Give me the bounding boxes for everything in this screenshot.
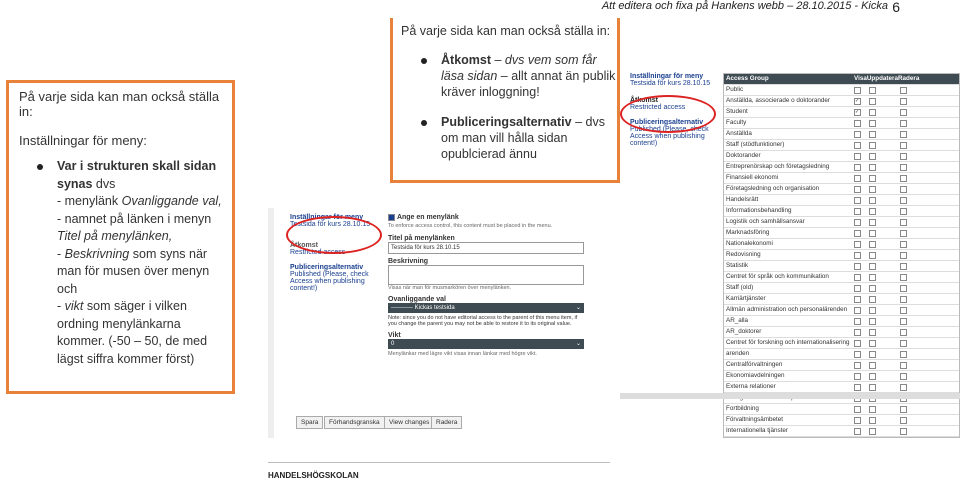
- view-checkbox[interactable]: [854, 428, 861, 435]
- view-checkbox[interactable]: [854, 406, 861, 413]
- text: Titel på menylänken,: [57, 229, 173, 243]
- group-name: Företagsledning och organisation: [726, 185, 820, 192]
- parent-label: Ovanliggande val: [388, 296, 446, 303]
- update-checkbox[interactable]: [869, 186, 876, 193]
- view-checkbox[interactable]: ✓: [855, 109, 860, 115]
- table-row: [724, 360, 959, 371]
- group-name: Karriärtjänster: [726, 295, 766, 302]
- group-name: Allmän administration och personalärenden: [726, 306, 848, 313]
- table-row: [724, 96, 959, 107]
- group-name: Logistik och samhällsansvar: [726, 218, 805, 225]
- chevron-down-icon: ⌄: [575, 305, 581, 311]
- top-list: [393, 52, 617, 162]
- view-checkbox[interactable]: [854, 362, 861, 369]
- delete-checkbox[interactable]: [900, 307, 907, 314]
- update-checkbox[interactable]: [869, 164, 876, 171]
- update-checkbox[interactable]: [869, 318, 876, 325]
- delete-checkbox[interactable]: [900, 384, 907, 391]
- description-hint: Visas när man för musmarkören över menylänken.: [388, 285, 512, 291]
- table-row: [724, 272, 959, 283]
- delete-checkbox[interactable]: [900, 175, 907, 182]
- group-name: Förvaltningsämbetet: [726, 416, 784, 423]
- update-checkbox[interactable]: [869, 274, 876, 281]
- table-row: [724, 371, 959, 382]
- view-checkbox[interactable]: [854, 208, 861, 215]
- view-checkbox[interactable]: [854, 329, 861, 336]
- update-checkbox[interactable]: [869, 175, 876, 182]
- update-checkbox[interactable]: [869, 120, 876, 127]
- left-list-item: [57, 158, 232, 368]
- view-checkbox[interactable]: [854, 417, 861, 424]
- update-checkbox[interactable]: [869, 252, 876, 259]
- table-row: [724, 195, 959, 206]
- delete-checkbox[interactable]: [900, 417, 907, 424]
- top-list-item: [441, 114, 617, 162]
- left-list: [9, 158, 232, 368]
- update-checkbox[interactable]: [869, 153, 876, 160]
- table-row: [724, 173, 959, 184]
- sidebar-pub-title[interactable]: Publiceringsalternativ: [630, 119, 704, 126]
- group-name: Marknadsföring: [726, 229, 770, 236]
- table-row: [724, 217, 959, 228]
- text: - menylänk: [57, 194, 122, 208]
- table-row: [724, 283, 959, 294]
- group-name: Anställda, associerade o doktorander: [726, 97, 830, 104]
- delete-checkbox[interactable]: [900, 329, 907, 336]
- table-header: [724, 74, 959, 85]
- delete-checkbox[interactable]: [900, 241, 907, 248]
- table-row: [724, 129, 959, 140]
- update-checkbox[interactable]: [869, 98, 876, 105]
- view-checkbox[interactable]: [854, 197, 861, 204]
- access-note: To enforce access control, this content must be placed in the menu.: [388, 223, 553, 229]
- title-label: Titel på menylänken: [388, 235, 455, 242]
- table-row: [724, 151, 959, 162]
- top-list-item: [441, 52, 617, 100]
- delete-checkbox[interactable]: [900, 120, 907, 127]
- bullet-icon: [421, 58, 427, 64]
- delete-checkbox[interactable]: [900, 274, 907, 281]
- table-row: [724, 294, 959, 305]
- view-checkbox[interactable]: [854, 307, 861, 314]
- view-checkbox[interactable]: [854, 384, 861, 391]
- parent-note: Note: since you do not have editorial access to the parent of this menu item, if you change the parent you may not be able to restore it to its original value.: [388, 315, 578, 327]
- view-changes-button[interactable]: View changes: [384, 416, 434, 429]
- sidebar-access-title[interactable]: Åtkomst: [630, 97, 659, 104]
- col-group-header: Access Group: [726, 75, 769, 82]
- view-checkbox[interactable]: [854, 153, 861, 160]
- update-checkbox[interactable]: [869, 197, 876, 204]
- update-checkbox[interactable]: [869, 285, 876, 292]
- delete-checkbox[interactable]: [900, 318, 907, 325]
- sidebar-pub-sub: Published (Please, check Access when publishing content!): [630, 126, 709, 147]
- col-perm-header: VisaUppdateraRadera: [854, 75, 920, 82]
- text: – allt annat än publik kräver inloggning!: [441, 69, 616, 99]
- sidebar-menu-sub: Testsida för kurs 28.10.15: [290, 221, 371, 228]
- view-checkbox[interactable]: [854, 252, 861, 259]
- weight-select[interactable]: [388, 339, 584, 349]
- table-row: [724, 239, 959, 250]
- delete-checkbox[interactable]: [900, 219, 907, 226]
- table-row: [724, 85, 959, 96]
- weight-label: Vikt: [388, 332, 401, 339]
- sidebar-menu-sub: Testsida för kurs 28.10.15: [630, 80, 711, 87]
- group-name: Staff (old): [726, 284, 754, 291]
- table-row: [724, 305, 959, 316]
- group-name: Centret för språk och kommunikation: [726, 273, 829, 280]
- delete-checkbox[interactable]: [900, 142, 907, 149]
- delete-checkbox[interactable]: [900, 252, 907, 259]
- save-button[interactable]: Spara: [296, 416, 323, 429]
- page-number: 6: [892, 0, 900, 15]
- description-label: Beskrivning: [388, 258, 429, 265]
- update-checkbox[interactable]: [869, 230, 876, 237]
- group-name: AR_doktorer: [726, 328, 762, 335]
- group-name: Faculty: [726, 119, 747, 126]
- view-checkbox[interactable]: [854, 373, 861, 380]
- update-checkbox[interactable]: [869, 351, 876, 358]
- table-row: [724, 349, 959, 360]
- left-subheading: Inställningar för meny:: [19, 133, 147, 148]
- update-checkbox[interactable]: [869, 208, 876, 215]
- update-checkbox[interactable]: [869, 241, 876, 248]
- view-checkbox[interactable]: [854, 285, 861, 292]
- sidebar-menu-title[interactable]: Inställningar för meny: [290, 214, 364, 221]
- group-name: Statistik: [726, 262, 749, 269]
- table-row: [724, 261, 959, 272]
- view-checkbox[interactable]: [854, 142, 861, 149]
- update-checkbox[interactable]: [869, 87, 876, 94]
- delete-checkbox[interactable]: [900, 87, 907, 94]
- update-checkbox[interactable]: [869, 362, 876, 369]
- preview-button[interactable]: Förhandsgranska: [324, 416, 385, 429]
- delete-checkbox[interactable]: [900, 98, 907, 105]
- table-row: [724, 426, 959, 437]
- parent-select[interactable]: [388, 303, 584, 313]
- sidebar-menu-title[interactable]: Inställningar för meny: [630, 73, 704, 80]
- footer-brand: HANDELSHÖGSKOLAN: [268, 471, 359, 480]
- text: dvs: [92, 176, 116, 191]
- sidebar-pub-sub: Published (Please, check Access when publishing content!): [290, 271, 369, 292]
- view-checkbox[interactable]: [854, 131, 861, 138]
- group-name: Externa relationer: [726, 383, 776, 390]
- view-checkbox[interactable]: [854, 296, 861, 303]
- group-name: Entreprenörskap och företagsledning: [726, 163, 830, 170]
- weight-hint: Menylänkar med lägre vikt visas innan länkar med högre vikt.: [388, 351, 537, 357]
- table-row: [724, 184, 959, 195]
- delete-checkbox[interactable]: [900, 285, 907, 292]
- sidebar-access-sub: Restricted access: [290, 249, 346, 256]
- delete-checkbox[interactable]: [900, 186, 907, 193]
- table-row: [724, 206, 959, 217]
- table-row: [724, 107, 959, 118]
- text: Publiceringsalternativ: [441, 115, 572, 129]
- sidebar-pub-title[interactable]: Publiceringsalternativ: [290, 264, 364, 271]
- table-row: [724, 382, 959, 393]
- group-name: AR_alla: [726, 317, 749, 324]
- group-name: Internationella tjänster: [726, 427, 788, 434]
- delete-checkbox[interactable]: [900, 296, 907, 303]
- delete-checkbox[interactable]: [900, 109, 907, 116]
- group-name: Centret för forskning och internationalisering: [726, 339, 850, 346]
- bullet-icon: [37, 164, 43, 170]
- delete-checkbox[interactable]: [900, 131, 907, 138]
- structure-label: Var i strukturen skall sidan synas: [57, 159, 217, 191]
- delete-checkbox[interactable]: [900, 164, 907, 171]
- view-checkbox[interactable]: [854, 340, 861, 347]
- table-row: [724, 316, 959, 327]
- view-checkbox[interactable]: [854, 263, 861, 270]
- access-table: [723, 73, 960, 438]
- delete-checkbox[interactable]: [900, 406, 907, 413]
- view-checkbox[interactable]: [854, 274, 861, 281]
- delete-checkbox[interactable]: [900, 351, 907, 358]
- text: -: [57, 246, 65, 261]
- top-heading: På varje sida kan man också ställa in:: [401, 24, 611, 38]
- menu-title-input[interactable]: Testsida för kurs 28.10.15: [388, 242, 584, 254]
- view-checkbox[interactable]: [854, 186, 861, 193]
- sidebar-access-sub: Restricted access: [630, 104, 686, 111]
- update-checkbox[interactable]: [869, 142, 876, 149]
- horizontal-scrollbar[interactable]: [620, 393, 960, 399]
- table-row: [724, 162, 959, 173]
- weight-select-value: 0: [391, 341, 395, 347]
- group-name: Redovisning: [726, 251, 761, 258]
- left-heading: På varje sida kan man också ställa in:: [19, 89, 220, 119]
- text: vikt: [64, 299, 84, 313]
- view-checkbox[interactable]: [854, 318, 861, 325]
- update-checkbox[interactable]: [869, 329, 876, 336]
- text: – dvs vem som får läsa sidan: [441, 53, 597, 83]
- table-row: [724, 404, 959, 415]
- description-textarea[interactable]: [388, 265, 584, 285]
- view-checkbox[interactable]: [854, 120, 861, 127]
- group-name: Student: [726, 108, 748, 115]
- bullet-icon: [421, 120, 427, 126]
- text: - namnet på länken i menyn: [57, 211, 212, 226]
- update-checkbox[interactable]: [869, 406, 876, 413]
- left-callout-box: [6, 80, 235, 394]
- text: som syns när man för musen över menyn och: [57, 246, 210, 296]
- delete-checkbox[interactable]: [900, 340, 907, 347]
- delete-checkbox[interactable]: [900, 362, 907, 369]
- update-checkbox[interactable]: [869, 263, 876, 270]
- view-checkbox[interactable]: [854, 164, 861, 171]
- menu-link-checkbox[interactable]: [388, 214, 395, 221]
- highlight-circle: [620, 95, 716, 133]
- table-row: [724, 338, 959, 349]
- group-name: Ekonomiavdelningen: [726, 372, 785, 379]
- footer: [268, 462, 610, 493]
- table-row: [724, 118, 959, 129]
- text: – dvs om man vill hålla sidan opublcierad ännu: [441, 115, 605, 161]
- text: Åtkomst: [441, 53, 492, 67]
- group-name: Finansiell ekonomi: [726, 174, 779, 181]
- group-name: arenden: [726, 350, 750, 357]
- menu-settings-screenshot: [268, 208, 610, 438]
- delete-checkbox[interactable]: [900, 230, 907, 237]
- view-checkbox[interactable]: [854, 230, 861, 237]
- group-name: Staff (stödfunktioner): [726, 141, 785, 148]
- update-checkbox[interactable]: [869, 219, 876, 226]
- group-name: Anställda: [726, 130, 752, 137]
- top-callout-box: [390, 18, 620, 183]
- table-row: [724, 228, 959, 239]
- delete-checkbox[interactable]: [900, 153, 907, 160]
- delete-checkbox[interactable]: [900, 428, 907, 435]
- table-row: [724, 415, 959, 426]
- text: Ovanliggande val,: [121, 194, 222, 208]
- update-checkbox[interactable]: [869, 340, 876, 347]
- update-checkbox[interactable]: [869, 373, 876, 380]
- checkbox-label: Ange en menylänk: [396, 214, 459, 221]
- group-name: Public: [726, 86, 744, 93]
- delete-button[interactable]: Radera: [431, 416, 462, 429]
- delete-checkbox[interactable]: [900, 197, 907, 204]
- text: -: [57, 299, 65, 313]
- delete-checkbox[interactable]: [900, 373, 907, 380]
- group-name: Nationalekonomi: [726, 240, 773, 247]
- update-checkbox[interactable]: [869, 384, 876, 391]
- view-checkbox[interactable]: ✓: [855, 98, 860, 104]
- update-checkbox[interactable]: [869, 109, 876, 116]
- page-header: Att editera och fixa på Hankens webb – 28.10.2015 - Kicka: [601, 0, 888, 12]
- text: Beskrivning: [64, 246, 130, 261]
- text: som säger i vilken ordning menylänkarna kommer. (-50 – 50, de med lägst siffra kommer först): [57, 299, 208, 366]
- group-name: Fortbildning: [726, 405, 759, 412]
- update-checkbox[interactable]: [869, 296, 876, 303]
- view-checkbox[interactable]: [854, 241, 861, 248]
- delete-checkbox[interactable]: [900, 263, 907, 270]
- sidebar-access-title[interactable]: Åtkomst: [290, 242, 319, 249]
- table-row: [724, 250, 959, 261]
- highlight-circle: [286, 216, 382, 254]
- group-name: Centralförvaltningen: [726, 361, 783, 368]
- view-checkbox[interactable]: [854, 87, 861, 94]
- table-row: [724, 140, 959, 151]
- group-name: Handelsrätt: [726, 196, 759, 203]
- update-checkbox[interactable]: [869, 417, 876, 424]
- menu-form: [388, 212, 584, 357]
- view-checkbox[interactable]: [854, 351, 861, 358]
- chevron-down-icon: ⌄: [575, 341, 581, 347]
- update-checkbox[interactable]: [869, 428, 876, 435]
- delete-checkbox[interactable]: [900, 208, 907, 215]
- group-name: Doktorander: [726, 152, 761, 159]
- table-row: [724, 327, 959, 338]
- view-checkbox[interactable]: [854, 175, 861, 182]
- access-screenshot: [620, 55, 960, 434]
- update-checkbox[interactable]: [869, 307, 876, 314]
- group-name: Informationsbehandling: [726, 207, 792, 214]
- parent-select-value: ----------- Kickas testsida: [391, 305, 455, 311]
- update-checkbox[interactable]: [869, 131, 876, 138]
- view-checkbox[interactable]: [854, 219, 861, 226]
